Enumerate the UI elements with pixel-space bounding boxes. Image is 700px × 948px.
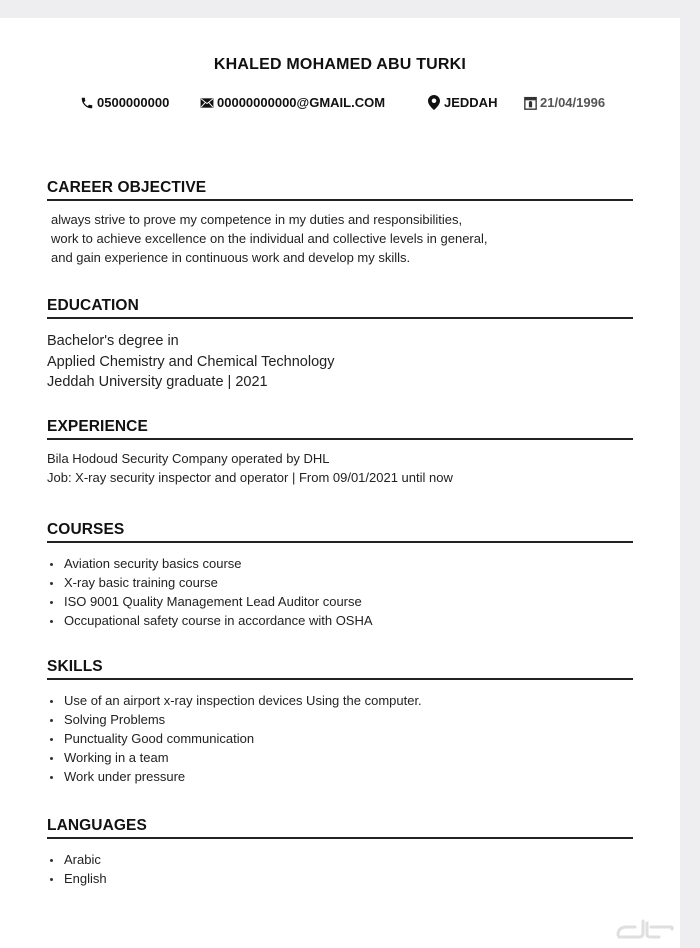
experience-details xyxy=(47,449,633,487)
map-pin-icon xyxy=(427,96,441,110)
candidate-name: KHALED MOHAMED ABU TURKI xyxy=(213,56,467,73)
text-line: always strive to prove my competence in my duties and responsibilities, xyxy=(51,212,463,227)
university-line: Jeddah University graduate | 2021 xyxy=(47,374,268,390)
envelope-icon xyxy=(200,96,214,110)
list-item: Use of an airport x-ray inspection devices Using the computer. xyxy=(47,691,633,710)
haraj-logo-icon xyxy=(615,915,675,941)
list-item: ISO 9001 Quality Management Lead Auditor course xyxy=(47,592,633,611)
section-education xyxy=(47,297,633,393)
list-item: Solving Problems xyxy=(47,710,633,729)
list-item: Punctuality Good communication xyxy=(47,729,633,748)
list-item: Working in a team xyxy=(47,748,633,767)
section-title: CAREER OBJECTIVE xyxy=(47,179,633,201)
location-city: JEDDAH xyxy=(444,95,498,110)
list-item: Work under pressure xyxy=(47,767,633,786)
calendar-icon xyxy=(523,96,537,110)
text-line: work to achieve excellence on the individual and collective levels in general, xyxy=(51,231,488,246)
contact-info-row xyxy=(0,95,680,113)
list-item: Occupational safety course in accordance with OSHA xyxy=(47,611,633,630)
degree-line: Bachelor's degree in xyxy=(47,333,179,349)
contact-email xyxy=(200,95,385,110)
section-title: SKILLS xyxy=(47,658,633,680)
section-title: EDUCATION xyxy=(47,297,633,319)
section-title: LANGUAGES xyxy=(47,817,633,839)
section-career-objective xyxy=(47,179,633,267)
phone-icon xyxy=(80,96,94,110)
email-address: 00000000000@GMAIL.COM xyxy=(217,95,386,110)
section-title: EXPERIENCE xyxy=(47,418,633,440)
contact-location xyxy=(427,95,497,110)
section-title: COURSES xyxy=(47,521,633,543)
birth-date: 21/04/1996 xyxy=(540,95,606,110)
text-line: and gain experience in continuous work and develop my skills. xyxy=(51,250,411,265)
list-item: X-ray basic training course xyxy=(47,573,633,592)
contact-phone xyxy=(80,95,169,110)
list-item: Arabic xyxy=(47,850,633,869)
languages-list xyxy=(47,850,633,888)
company-line: Bila Hodoud Security Company operated by DHL xyxy=(47,451,330,466)
list-item: English xyxy=(47,869,633,888)
section-experience xyxy=(47,418,633,487)
section-languages xyxy=(47,817,633,888)
contact-birth-date xyxy=(523,95,605,110)
list-item: Aviation security basics course xyxy=(47,554,633,573)
education-details xyxy=(47,331,633,393)
career-objective-text xyxy=(51,210,633,267)
major-line: Applied Chemistry and Chemical Technology xyxy=(47,353,335,370)
resume-page xyxy=(0,18,680,948)
courses-list xyxy=(47,554,633,630)
section-courses xyxy=(47,521,633,630)
job-line: Job: X-ray security inspector and operator | From 09/01/2021 until now xyxy=(47,470,453,485)
phone-number: 0500000000 xyxy=(97,95,170,110)
skills-list xyxy=(47,691,633,786)
section-skills xyxy=(47,658,633,786)
